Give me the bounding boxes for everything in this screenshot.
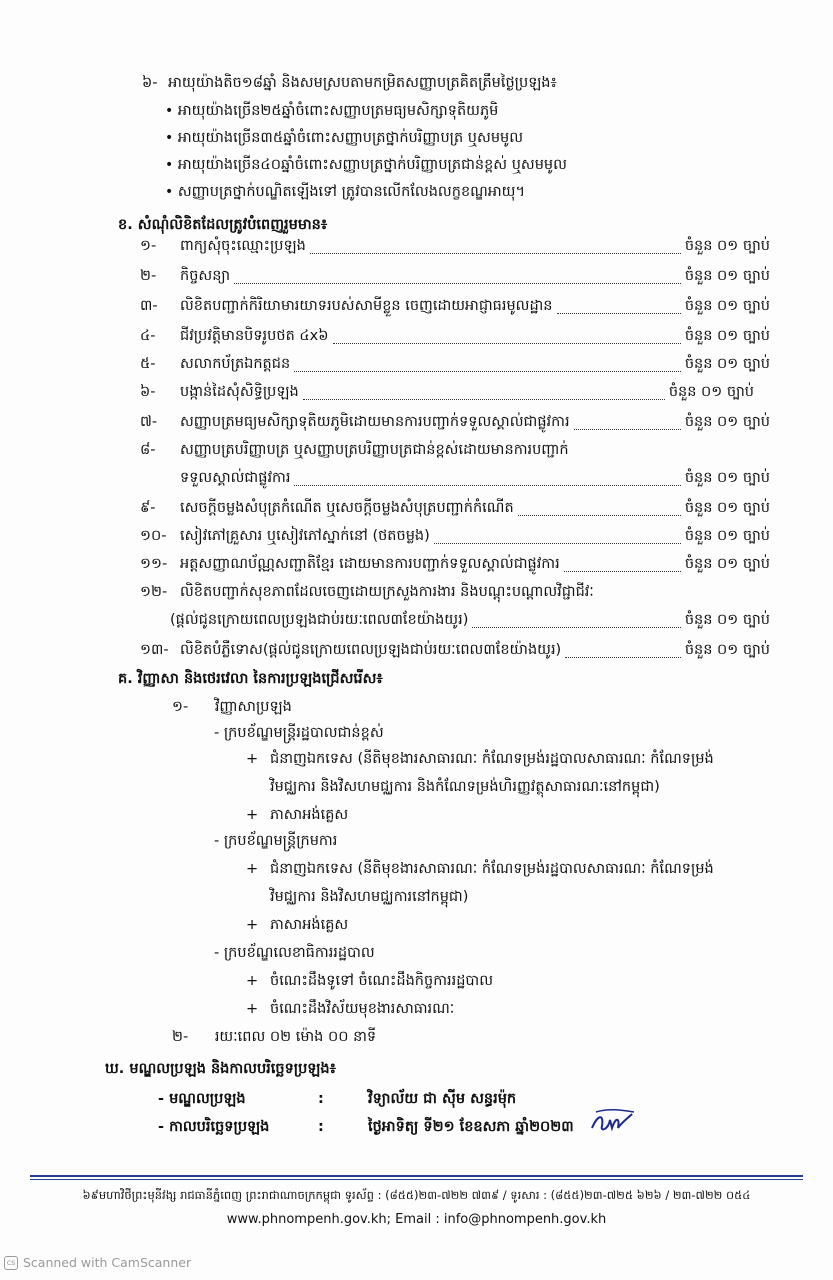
dot-leader	[434, 543, 681, 544]
row-number: ១-	[140, 238, 157, 254]
document-row	[140, 326, 770, 348]
row-text: សលាកប័ត្រឯកត្តជន	[180, 356, 291, 372]
document-row	[140, 498, 770, 520]
document-row	[140, 526, 770, 548]
frame-title: - ក្របខ័ណ្ឌលេខាធិការរដ្ឋបាល	[214, 945, 375, 961]
document-row-continuation	[140, 468, 770, 490]
bullet-icon: •	[165, 157, 174, 173]
footer-rule-thin	[30, 1179, 803, 1180]
row-number: ៨-	[140, 442, 156, 458]
colon: :	[318, 1091, 324, 1107]
age-bullet	[165, 131, 567, 158]
document-row	[140, 640, 770, 662]
age-item-text: អាយុយ៉ាងតិច១៨ឆ្នាំ និងសមស្របតាមកម្រិតសញ្ញាបត្រគិតត្រឹមថ្ងៃប្រឡង៖	[168, 75, 557, 91]
row-number: ២-	[140, 268, 157, 284]
dot-leader	[472, 627, 680, 628]
section-d-heading: ឃ. មណ្ឌលប្រឡង និងកាលបរិច្ឆេទប្រឡង៖	[105, 1061, 336, 1077]
row-text: សញ្ញាបត្រមធ្យមសិក្សាទុតិយភូមិដោយមានការបញ្ជាក់ទទួលស្គាល់ជាផ្លូវការ	[180, 414, 570, 430]
plus-icon: +	[246, 1001, 259, 1017]
row-amount: ចំនួន ០១ ច្បាប់	[684, 238, 770, 254]
row-text: កិច្ចសន្យា	[180, 268, 231, 284]
row-amount: ចំនួន ០១ ច្បាប់	[684, 268, 770, 284]
age-item-6	[142, 76, 557, 91]
dot-leader	[310, 253, 681, 254]
row-number: ១០-	[140, 528, 167, 544]
row-amount: ចំនួន ០១ ច្បាប់	[684, 470, 770, 486]
frame-title: - ក្របខ័ណ្ឌមន្ត្រីរដ្ឋបាលជាន់ខ្ពស់	[214, 725, 384, 741]
dot-leader	[574, 429, 681, 430]
row-text: លិខិតបំភ្លឺទោស(ផ្តល់ជូនក្រោយពេលប្រឡងជាប់រយៈពេល៣ខែយ៉ាងយូរ)	[180, 642, 562, 658]
dot-leader	[564, 571, 681, 572]
frame-title: - ក្របខ័ណ្ឌមន្ត្រីក្រមការ	[214, 833, 338, 849]
footer-address: ៦៩មហាវិថីព្រះមុនីវង្ស រាជធានីភ្នំពេញ ព្រះរាជាណាចក្រកម្ពុជា ទូរស័ព្ទ : (៨៥៥)២៣-៧២២ ៧៣៩ / ទូរសារ : (៨៥៥)២៣-៧២៥ ៦២៦ / ២៣-៧២២ ០៥៤	[82, 1188, 751, 1202]
plus-icon: +	[246, 917, 259, 933]
point-line: ចំណេះដឹងទូទៅ ចំណេះដឹងកិច្ចការរដ្ឋបាល	[270, 973, 494, 989]
row-amount: ចំនួន ០១ ច្បាប់	[684, 528, 770, 544]
camscanner-logo-icon: cs	[4, 1256, 18, 1270]
footer-rule	[30, 1175, 803, 1177]
row-number: ៤-	[140, 328, 156, 344]
document-row	[140, 296, 770, 318]
row-amount: ចំនួន ០១ ច្បាប់	[684, 556, 770, 572]
subsection-number: ១-	[172, 699, 189, 715]
duration-text: រយៈពេល ០២ ម៉ោង ០០ នាទី	[214, 1029, 377, 1045]
dot-leader	[557, 313, 681, 314]
age-item-number: ៦-	[142, 75, 158, 91]
subsection-2	[172, 1030, 376, 1045]
dot-leader	[333, 343, 681, 344]
row-text: ពាក្យសុំចុះឈ្មោះប្រឡង	[180, 238, 306, 254]
row-text: ទទួលស្គាល់ជាផ្លូវការ	[180, 470, 291, 486]
plus-icon: +	[246, 807, 259, 823]
bullet-icon: •	[165, 103, 174, 119]
section-c-heading: គ. វិញ្ញាសា និងថេរវេលា នៃការប្រឡងជ្រើសរើស៖	[118, 671, 383, 687]
point-line: ភាសាអង់គ្លេស	[270, 807, 349, 823]
row-text: អត្តសញ្ញាណប័ណ្ណសញ្ជាតិខ្មែរ ដោយមានការបញ្ជាក់ទទួលស្គាល់ជាផ្លូវការ	[180, 556, 560, 572]
age-bullet	[165, 104, 567, 131]
row-amount: ចំនួន ០១ ច្បាប់	[668, 384, 754, 400]
plus-icon: +	[246, 861, 259, 877]
age-bullet-text: អាយុយ៉ាងច្រើន២៥ឆ្នាំចំពោះសញ្ញាបត្រមធ្យមសិក្សាទុតិយភូមិ	[177, 103, 499, 119]
row-text: ជីវប្រវត្តិមានបិទរូបថត ៤x៦	[180, 328, 329, 344]
dot-leader	[518, 515, 681, 516]
row-amount: ចំនួន ០១ ច្បាប់	[684, 414, 770, 430]
age-bullet-text: សញ្ញាបត្រថ្នាក់បណ្ឌិតឡើងទៅ ត្រូវបានលើកលែងលក្ខខណ្ឌអាយុ។	[177, 184, 526, 200]
colon: :	[318, 1119, 324, 1135]
row-number: ៩-	[140, 500, 156, 516]
document-row	[140, 266, 770, 288]
dot-leader	[303, 399, 665, 400]
point-line: វិមជ្ឈការ និងវិសហមជ្ឈការ និងកំណែទម្រង់ហិរញ្ញវត្ថុសាធារណៈនៅកម្ពុជា)	[270, 779, 660, 795]
document-row-continuation	[140, 610, 770, 632]
row-amount: ចំនួន ០១ ច្បាប់	[684, 298, 770, 314]
point-line: ភាសាអង់គ្លេស	[270, 917, 349, 933]
row-text: (ផ្តល់ជូនក្រោយពេលប្រឡងជាប់រយៈពេល៣ខែយ៉ាងយូរ)	[170, 612, 469, 628]
age-bullet	[165, 185, 567, 212]
row-amount: ចំនួន ០១ ច្បាប់	[684, 328, 770, 344]
row-number: ៣-	[140, 298, 158, 314]
plus-icon: +	[246, 973, 259, 989]
exam-date-label: - កាលបរិច្ឆេទប្រឡង	[158, 1119, 270, 1135]
row-amount: ចំនួន ០១ ច្បាប់	[684, 356, 770, 372]
row-number: ៧-	[140, 414, 158, 430]
subsection-number: ២-	[172, 1029, 189, 1045]
camscanner-watermark	[4, 1255, 191, 1270]
age-bullet	[165, 158, 567, 185]
document-row	[140, 412, 770, 434]
row-number: ៥-	[140, 356, 156, 372]
row-text: សេចក្តីចម្លងសំបុត្រកំណើត ឬសេចក្តីចម្លងសំបុត្របញ្ជាក់កំណើត	[180, 500, 514, 516]
dot-leader	[294, 485, 680, 486]
point-line: ជំនាញឯកទេស (នីតិមុខងារសាធារណៈ កំណែទម្រង់រដ្ឋបាលសាធារណៈ កំណែទម្រង់	[270, 751, 714, 767]
row-number: ៦-	[140, 384, 156, 400]
footer-web: www.phnompenh.gov.kh; Email : info@phnompenh.gov.kh	[226, 1212, 607, 1227]
dot-leader	[234, 283, 681, 284]
document-row	[140, 582, 770, 604]
row-text: លិខិតបញ្ជាក់សុខភាពដែលចេញដោយក្រសួងការងារ និងបណ្តុះបណ្តាលវិជ្ជាជីវៈ	[180, 584, 594, 600]
row-amount: ចំនួន ០១ ច្បាប់	[684, 612, 770, 628]
dot-leader	[565, 657, 681, 658]
age-bullet-text: អាយុយ៉ាងច្រើន៣៥ឆ្នាំចំពោះសញ្ញាបត្រថ្នាក់បរិញ្ញាបត្រ ឬសមមូល	[177, 130, 524, 146]
exam-center-value: វិទ្យាល័យ ជា ស៊ីម សន្ធរម៉ុក	[368, 1091, 517, 1107]
row-text: សៀវភៅគ្រួសារ ឬសៀវភៅស្នាក់នៅ (ថតចម្លង)	[180, 528, 430, 544]
document-row	[140, 440, 770, 462]
row-text: សញ្ញាបត្របរិញ្ញាបត្រ ឬសញ្ញាបត្របរិញ្ញាបត្រជាន់ខ្ពស់ដោយមានការបញ្ជាក់	[180, 442, 569, 458]
subsection-title: វិញ្ញាសាប្រឡង	[214, 699, 292, 715]
row-number: ១២-	[140, 584, 168, 600]
point-line: វិមជ្ឈការ និងវិសហមជ្ឈការនៅកម្ពុជា)	[270, 889, 469, 905]
exam-date-value: ថ្ងៃអាទិត្យ ទី២១ ខែឧសភា ឆ្នាំ២០២៣	[368, 1119, 574, 1135]
age-bullet-list	[165, 104, 567, 212]
row-amount: ចំនួន ០១ ច្បាប់	[684, 500, 770, 516]
signature-initials	[588, 1108, 636, 1136]
document-row	[140, 382, 754, 404]
bullet-icon: •	[165, 130, 174, 146]
point-line: ចំណេះដឹងវិស័យមុខងារសាធារណៈ	[270, 1001, 455, 1017]
row-amount: ចំនួន ០១ ច្បាប់	[684, 642, 770, 658]
document-row	[140, 236, 770, 258]
dot-leader	[294, 371, 681, 372]
bullet-icon: •	[165, 184, 174, 200]
subsection-1	[172, 700, 292, 715]
row-text: លិខិតបញ្ជាក់កិរិយាមារយាទរបស់សាមីខ្លួន ចេញដោយអាជ្ញាធរមូលដ្ឋាន	[180, 298, 553, 314]
plus-icon: +	[246, 751, 259, 767]
document-row	[140, 354, 770, 376]
document-row	[140, 554, 770, 576]
age-bullet-text: អាយុយ៉ាងច្រើន៤០ឆ្នាំចំពោះសញ្ញាបត្រថ្នាក់បរិញ្ញាបត្រជាន់ខ្ពស់ ឬសមមូល	[177, 157, 567, 173]
watermark-text: Scanned with CamScanner	[23, 1255, 192, 1270]
row-text: បង្កាន់ដៃសុំសិទ្ធិប្រឡង	[180, 384, 299, 400]
point-line: ជំនាញឯកទេស (នីតិមុខងារសាធារណៈ កំណែទម្រង់រដ្ឋបាលសាធារណៈ កំណែទម្រង់	[270, 861, 714, 877]
row-number: ១៣-	[140, 642, 169, 658]
exam-center-label: - មណ្ឌលប្រឡង	[158, 1091, 246, 1107]
section-b-heading: ខ. សំណុំលិខិតដែលត្រូវបំពេញរួមមាន៖	[118, 217, 328, 233]
row-number: ១១-	[140, 556, 168, 572]
